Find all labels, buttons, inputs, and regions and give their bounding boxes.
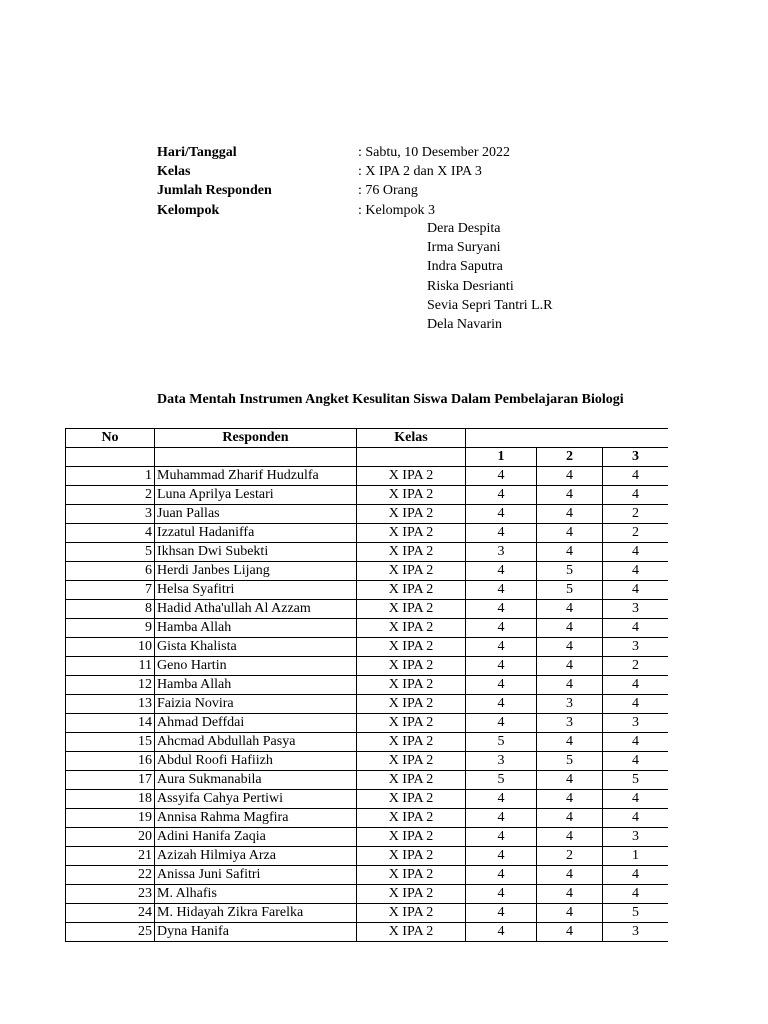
score-cell-3: 2 bbox=[603, 524, 669, 543]
respondent-name-cell: Juan Pallas bbox=[155, 505, 357, 524]
info-row-group bbox=[157, 201, 510, 220]
respondent-name-cell: Azizah Hilmiya Arza bbox=[155, 847, 357, 866]
score-cell-3: 4 bbox=[603, 486, 669, 505]
score-cell-1: 4 bbox=[466, 714, 537, 733]
date-label: Hari/Tanggal bbox=[157, 145, 237, 160]
row-number-cell: 11 bbox=[66, 657, 155, 676]
info-section bbox=[157, 143, 510, 220]
score-cell-3: 2 bbox=[603, 657, 669, 676]
respondent-name-cell: Muhammad Zharif Hudzulfa bbox=[155, 467, 357, 486]
item-number-1: 1 bbox=[466, 448, 537, 467]
class-cell: X IPA 2 bbox=[357, 809, 466, 828]
date-value: : Sabtu, 10 Desember 2022 bbox=[358, 145, 511, 160]
respondent-name-cell: Herdi Janbes Lijang bbox=[155, 562, 357, 581]
score-cell-2: 4 bbox=[537, 676, 603, 695]
score-cell-3: 5 bbox=[603, 904, 669, 923]
row-number-cell: 14 bbox=[66, 714, 155, 733]
respondent-name-cell: Assyifa Cahya Pertiwi bbox=[155, 790, 357, 809]
header-no: No bbox=[66, 429, 155, 448]
class-cell: X IPA 2 bbox=[357, 923, 466, 942]
respondent-name-cell: M. Hidayah Zikra Farelka bbox=[155, 904, 357, 923]
score-cell-3: 4 bbox=[603, 543, 669, 562]
table-row bbox=[66, 923, 669, 942]
header-responden: Responden bbox=[155, 429, 357, 448]
row-number-cell: 8 bbox=[66, 600, 155, 619]
row-number-cell: 4 bbox=[66, 524, 155, 543]
table-row bbox=[66, 562, 669, 581]
score-cell-2: 4 bbox=[537, 600, 603, 619]
data-table bbox=[65, 428, 668, 942]
table-row bbox=[66, 486, 669, 505]
score-cell-3: 4 bbox=[603, 676, 669, 695]
score-cell-3: 4 bbox=[603, 562, 669, 581]
score-cell-2: 4 bbox=[537, 923, 603, 942]
member-name: Irma Suryani bbox=[427, 240, 501, 256]
score-cell-1: 4 bbox=[466, 486, 537, 505]
score-cell-1: 4 bbox=[466, 847, 537, 866]
table-row bbox=[66, 790, 669, 809]
score-cell-2: 4 bbox=[537, 885, 603, 904]
score-cell-2: 4 bbox=[537, 543, 603, 562]
score-cell-3: 4 bbox=[603, 619, 669, 638]
row-number-cell: 5 bbox=[66, 543, 155, 562]
score-cell-1: 4 bbox=[466, 828, 537, 847]
respondent-name-cell: Adini Hanifa Zaqia bbox=[155, 828, 357, 847]
table-row bbox=[66, 600, 669, 619]
table-row bbox=[66, 581, 669, 600]
respondent-name-cell: Faizia Novira bbox=[155, 695, 357, 714]
score-cell-3: 1 bbox=[603, 847, 669, 866]
table-row bbox=[66, 771, 669, 790]
score-cell-1: 4 bbox=[466, 638, 537, 657]
score-cell-2: 5 bbox=[537, 752, 603, 771]
score-cell-2: 4 bbox=[537, 467, 603, 486]
score-cell-2: 3 bbox=[537, 695, 603, 714]
info-row-respondents bbox=[157, 181, 510, 200]
table-row bbox=[66, 885, 669, 904]
score-cell-1: 4 bbox=[466, 467, 537, 486]
table-row bbox=[66, 904, 669, 923]
respondent-name-cell: Ahmad Deffdai bbox=[155, 714, 357, 733]
score-cell-1: 4 bbox=[466, 524, 537, 543]
respondents-value: : 76 Orang bbox=[358, 183, 418, 199]
header-empty-cell bbox=[155, 448, 357, 467]
score-cell-3: 4 bbox=[603, 733, 669, 752]
score-cell-3: 4 bbox=[603, 752, 669, 771]
class-cell: X IPA 2 bbox=[357, 904, 466, 923]
respondents-label: Jumlah Responden bbox=[157, 183, 272, 199]
score-cell-3: 4 bbox=[603, 790, 669, 809]
class-cell: X IPA 2 bbox=[357, 828, 466, 847]
score-cell-2: 4 bbox=[537, 790, 603, 809]
score-cell-1: 5 bbox=[466, 733, 537, 752]
score-cell-2: 3 bbox=[537, 714, 603, 733]
row-number-cell: 3 bbox=[66, 505, 155, 524]
table-row bbox=[66, 733, 669, 752]
class-cell: X IPA 2 bbox=[357, 885, 466, 904]
score-cell-3: 4 bbox=[603, 695, 669, 714]
score-cell-1: 4 bbox=[466, 619, 537, 638]
respondent-name-cell: Hamba Allah bbox=[155, 619, 357, 638]
class-cell: X IPA 2 bbox=[357, 676, 466, 695]
class-cell: X IPA 2 bbox=[357, 695, 466, 714]
respondent-name-cell: Luna Aprilya Lestari bbox=[155, 486, 357, 505]
score-cell-3: 2 bbox=[603, 505, 669, 524]
row-number-cell: 7 bbox=[66, 581, 155, 600]
score-cell-2: 4 bbox=[537, 657, 603, 676]
score-cell-1: 5 bbox=[466, 771, 537, 790]
group-value: : Kelompok 3 bbox=[358, 202, 435, 218]
item-number-3: 3 bbox=[603, 448, 669, 467]
header-kelas: Kelas bbox=[357, 429, 466, 448]
row-number-cell: 15 bbox=[66, 733, 155, 752]
class-value: : X IPA 2 dan X IPA 3 bbox=[358, 164, 482, 180]
class-cell: X IPA 2 bbox=[357, 486, 466, 505]
score-cell-2: 4 bbox=[537, 524, 603, 543]
table-header-row bbox=[66, 429, 669, 448]
score-cell-1: 4 bbox=[466, 809, 537, 828]
row-number-cell: 12 bbox=[66, 676, 155, 695]
score-cell-1: 4 bbox=[466, 562, 537, 581]
score-cell-3: 3 bbox=[603, 600, 669, 619]
class-cell: X IPA 2 bbox=[357, 733, 466, 752]
score-cell-2: 5 bbox=[537, 581, 603, 600]
score-cell-2: 4 bbox=[537, 486, 603, 505]
respondent-name-cell: Hadid Atha'ullah Al Azzam bbox=[155, 600, 357, 619]
score-cell-2: 5 bbox=[537, 562, 603, 581]
table-row bbox=[66, 524, 669, 543]
score-cell-2: 4 bbox=[537, 828, 603, 847]
respondent-name-cell: Helsa Syafitri bbox=[155, 581, 357, 600]
score-cell-2: 4 bbox=[537, 638, 603, 657]
respondent-name-cell: Hamba Allah bbox=[155, 676, 357, 695]
header-empty-cell bbox=[66, 448, 155, 467]
table-row bbox=[66, 866, 669, 885]
score-cell-2: 4 bbox=[537, 866, 603, 885]
row-number-cell: 9 bbox=[66, 619, 155, 638]
score-cell-1: 4 bbox=[466, 600, 537, 619]
table-row bbox=[66, 619, 669, 638]
info-row-class bbox=[157, 162, 510, 181]
score-cell-1: 4 bbox=[466, 676, 537, 695]
respondent-name-cell: Abdul Roofi Hafiizh bbox=[155, 752, 357, 771]
table-row bbox=[66, 847, 669, 866]
row-number-cell: 21 bbox=[66, 847, 155, 866]
table-row bbox=[66, 543, 669, 562]
score-cell-2: 2 bbox=[537, 847, 603, 866]
row-number-cell: 19 bbox=[66, 809, 155, 828]
row-number-cell: 13 bbox=[66, 695, 155, 714]
respondent-name-cell: Izzatul Hadaniffa bbox=[155, 524, 357, 543]
table-row bbox=[66, 638, 669, 657]
class-cell: X IPA 2 bbox=[357, 562, 466, 581]
score-cell-1: 4 bbox=[466, 923, 537, 942]
row-number-cell: 6 bbox=[66, 562, 155, 581]
respondent-name-cell: Geno Hartin bbox=[155, 657, 357, 676]
respondent-name-cell: Anissa Juni Safitri bbox=[155, 866, 357, 885]
table-row bbox=[66, 695, 669, 714]
row-number-cell: 22 bbox=[66, 866, 155, 885]
class-cell: X IPA 2 bbox=[357, 771, 466, 790]
score-cell-3: 3 bbox=[603, 714, 669, 733]
member-name: Sevia Sepri Tantri L.R bbox=[427, 297, 553, 313]
respondent-name-cell: Ikhsan Dwi Subekti bbox=[155, 543, 357, 562]
row-number-cell: 20 bbox=[66, 828, 155, 847]
header-items-group bbox=[466, 429, 669, 448]
header-empty-cell bbox=[357, 448, 466, 467]
group-label: Kelompok bbox=[157, 202, 220, 218]
group-members bbox=[427, 219, 553, 334]
class-cell: X IPA 2 bbox=[357, 524, 466, 543]
score-cell-1: 4 bbox=[466, 885, 537, 904]
class-cell: X IPA 2 bbox=[357, 581, 466, 600]
respondent-name-cell: Dyna Hanifa bbox=[155, 923, 357, 942]
row-number-cell: 2 bbox=[66, 486, 155, 505]
class-cell: X IPA 2 bbox=[357, 866, 466, 885]
row-number-cell: 10 bbox=[66, 638, 155, 657]
score-cell-1: 4 bbox=[466, 657, 537, 676]
table-item-number-row bbox=[66, 448, 669, 467]
table-row bbox=[66, 676, 669, 695]
score-cell-1: 3 bbox=[466, 543, 537, 562]
table-row bbox=[66, 657, 669, 676]
score-cell-1: 4 bbox=[466, 904, 537, 923]
score-cell-2: 4 bbox=[537, 619, 603, 638]
class-cell: X IPA 2 bbox=[357, 752, 466, 771]
table-row bbox=[66, 809, 669, 828]
table-row bbox=[66, 714, 669, 733]
respondent-name-cell: Annisa Rahma Magfira bbox=[155, 809, 357, 828]
score-cell-2: 4 bbox=[537, 505, 603, 524]
member-name: Indra Saputra bbox=[427, 259, 503, 275]
row-number-cell: 16 bbox=[66, 752, 155, 771]
score-cell-3: 4 bbox=[603, 467, 669, 486]
score-cell-3: 3 bbox=[603, 828, 669, 847]
score-cell-3: 4 bbox=[603, 581, 669, 600]
score-cell-3: 4 bbox=[603, 866, 669, 885]
row-number-cell: 17 bbox=[66, 771, 155, 790]
row-number-cell: 23 bbox=[66, 885, 155, 904]
member-name: Dera Despita bbox=[427, 221, 501, 236]
score-cell-3: 5 bbox=[603, 771, 669, 790]
table-row bbox=[66, 828, 669, 847]
score-cell-2: 4 bbox=[537, 904, 603, 923]
respondent-name-cell: Aura Sukmanabila bbox=[155, 771, 357, 790]
class-label: Kelas bbox=[157, 164, 191, 180]
row-number-cell: 1 bbox=[66, 467, 155, 486]
score-cell-1: 4 bbox=[466, 695, 537, 714]
class-cell: X IPA 2 bbox=[357, 714, 466, 733]
score-cell-2: 4 bbox=[537, 809, 603, 828]
table-row bbox=[66, 505, 669, 524]
table-title: Data Mentah Instrumen Angket Kesulitan Siswa Dalam Pembelajaran Biologi bbox=[157, 392, 624, 407]
score-cell-3: 3 bbox=[603, 638, 669, 657]
row-number-cell: 18 bbox=[66, 790, 155, 809]
class-cell: X IPA 2 bbox=[357, 847, 466, 866]
score-cell-1: 4 bbox=[466, 505, 537, 524]
member-name: Dela Navarin bbox=[427, 317, 503, 333]
class-cell: X IPA 2 bbox=[357, 790, 466, 809]
member-name: Riska Desrianti bbox=[427, 278, 514, 294]
score-cell-2: 4 bbox=[537, 771, 603, 790]
row-number-cell: 25 bbox=[66, 923, 155, 942]
score-cell-3: 3 bbox=[603, 923, 669, 942]
respondent-name-cell: Ahcmad Abdullah Pasya bbox=[155, 733, 357, 752]
class-cell: X IPA 2 bbox=[357, 467, 466, 486]
class-cell: X IPA 2 bbox=[357, 638, 466, 657]
score-cell-1: 3 bbox=[466, 752, 537, 771]
class-cell: X IPA 2 bbox=[357, 657, 466, 676]
score-cell-1: 4 bbox=[466, 866, 537, 885]
score-cell-1: 4 bbox=[466, 790, 537, 809]
score-cell-3: 4 bbox=[603, 809, 669, 828]
class-cell: X IPA 2 bbox=[357, 543, 466, 562]
info-row-date bbox=[157, 143, 510, 162]
class-cell: X IPA 2 bbox=[357, 619, 466, 638]
class-cell: X IPA 2 bbox=[357, 505, 466, 524]
respondent-name-cell: M. Alhafis bbox=[155, 885, 357, 904]
table-row bbox=[66, 752, 669, 771]
item-number-2: 2 bbox=[537, 448, 603, 467]
score-cell-1: 4 bbox=[466, 581, 537, 600]
table-row bbox=[66, 467, 669, 486]
row-number-cell: 24 bbox=[66, 904, 155, 923]
respondent-name-cell: Gista Khalista bbox=[155, 638, 357, 657]
data-table-viewport bbox=[65, 428, 668, 946]
score-cell-3: 4 bbox=[603, 885, 669, 904]
score-cell-2: 4 bbox=[537, 733, 603, 752]
class-cell: X IPA 2 bbox=[357, 600, 466, 619]
